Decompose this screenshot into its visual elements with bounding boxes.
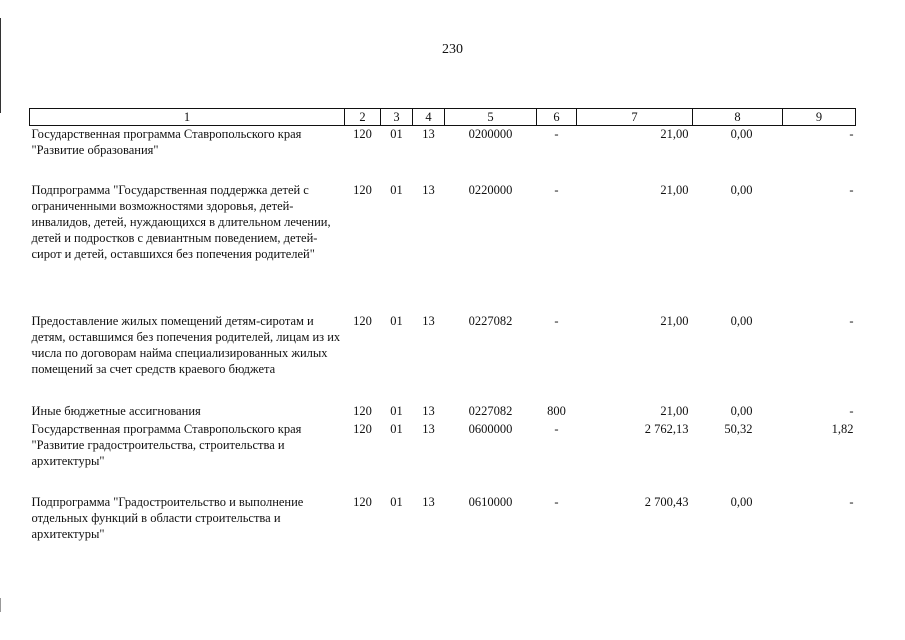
table-row: [30, 494, 856, 550]
table-row: [30, 313, 856, 403]
table-row: [30, 126, 856, 182]
cell-expense-type: 800: [547, 403, 566, 418]
cell-section: 01: [390, 494, 403, 509]
cell-ministry: 120: [353, 403, 372, 418]
left-margin-mark: [0, 598, 1, 612]
cell-subsection: 13: [422, 403, 435, 418]
row-name: Подпрограмма "Градостроительство и выполнение отдельных функций в области строительства и архитектуры": [31, 494, 304, 541]
cell-section: 01: [390, 421, 403, 436]
cell-expense-type: -: [554, 494, 559, 509]
column-header: 8: [693, 109, 783, 126]
cell-amount: 2 762,13: [644, 421, 689, 436]
column-header: 7: [577, 109, 693, 126]
table-row: [30, 182, 856, 313]
cell-target-article: 0227082: [468, 313, 513, 328]
column-header: 9: [783, 109, 856, 126]
table-row: [30, 403, 856, 421]
cell-subsection: 13: [422, 182, 435, 197]
cell-amount: 0,00: [730, 313, 753, 328]
cell-expense-type: -: [554, 127, 559, 141]
column-header: 2: [345, 109, 381, 126]
row-name: Предоставление жилых помещений детям-сиротам и детям, оставшимся без попечения родителей, лицам из их числа по договорам найма специализированных жилых помещений за счет средств краевого бюджета: [31, 313, 341, 376]
cell-ministry: 120: [353, 494, 372, 509]
cell-ministry: 120: [353, 313, 372, 328]
cell-section: 01: [390, 403, 403, 418]
cell-amount: 0,00: [730, 403, 753, 418]
cell-amount: 0,00: [730, 182, 753, 197]
cell-subsection: 13: [422, 494, 435, 509]
cell-amount: -: [849, 403, 854, 418]
column-header: 5: [445, 109, 537, 126]
cell-amount: 21,00: [660, 313, 689, 328]
row-name: Иные бюджетные ассигнования: [31, 403, 201, 418]
cell-amount: -: [849, 313, 854, 328]
cell-subsection: 13: [422, 313, 435, 328]
cell-section: 01: [390, 182, 403, 197]
cell-subsection: 13: [422, 127, 435, 141]
cell-ministry: 120: [353, 182, 372, 197]
cell-expense-type: -: [554, 182, 559, 197]
row-name: Государственная программа Ставропольского края "Развитие градостроительства, строительства и архитектуры": [31, 421, 302, 468]
column-header: 6: [537, 109, 577, 126]
cell-target-article: 0227082: [468, 403, 513, 418]
table-header-row: [30, 109, 856, 126]
cell-amount: 1,82: [831, 421, 854, 436]
left-margin-line: [0, 18, 1, 113]
cell-amount: 21,00: [660, 182, 689, 197]
cell-target-article: 0610000: [468, 494, 513, 509]
column-header: 4: [413, 109, 445, 126]
cell-ministry: 120: [353, 127, 372, 141]
row-name: Подпрограмма "Государственная поддержка детей с ограниченными возможностями здоровья, детей-инвалидов, детей, нуждающихся в длительном лечении, детей и подростков с девиантным поведением, детей-сирот и детей, оставшихся без попечения родителей": [31, 182, 331, 261]
cell-subsection: 13: [422, 421, 435, 436]
cell-amount: 21,00: [660, 403, 689, 418]
page-number: 230: [442, 42, 463, 57]
budget-table: [29, 108, 856, 550]
cell-amount: 0,00: [730, 494, 753, 509]
cell-amount: 50,32: [724, 421, 753, 436]
cell-ministry: 120: [353, 421, 372, 436]
row-name: Государственная программа Ставропольского края "Развитие образования": [31, 127, 302, 157]
cell-amount: 2 700,43: [644, 494, 689, 509]
cell-amount: -: [849, 182, 854, 197]
cell-amount: 0,00: [730, 127, 753, 141]
table-row: [30, 421, 856, 494]
cell-amount: 21,00: [660, 127, 689, 141]
cell-section: 01: [390, 127, 403, 141]
cell-expense-type: -: [554, 421, 559, 436]
cell-section: 01: [390, 313, 403, 328]
column-header: 3: [381, 109, 413, 126]
cell-target-article: 0220000: [468, 182, 513, 197]
cell-target-article: 0200000: [468, 127, 513, 141]
cell-target-article: 0600000: [468, 421, 513, 436]
cell-amount: -: [849, 494, 854, 509]
column-header: 1: [30, 109, 345, 126]
cell-expense-type: -: [554, 313, 559, 328]
cell-amount: -: [849, 127, 854, 141]
